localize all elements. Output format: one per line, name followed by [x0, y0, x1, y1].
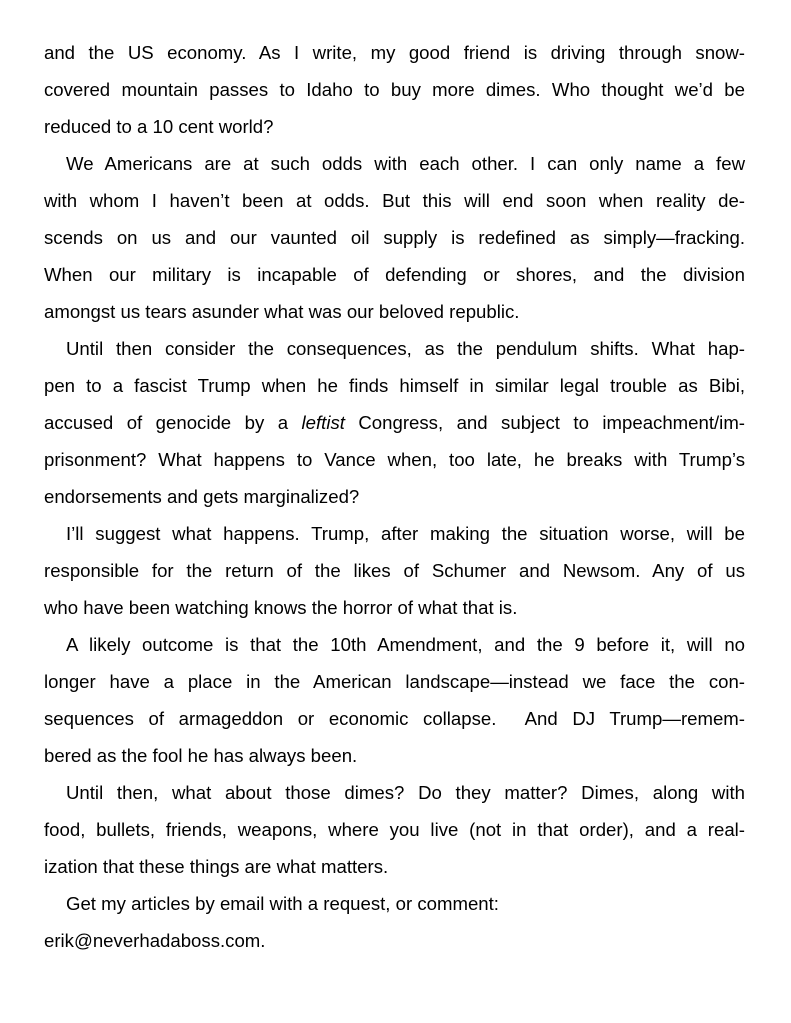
text-line	[44, 404, 745, 441]
text-line	[44, 515, 745, 552]
text-line	[44, 589, 745, 626]
text-segment: I’ll suggest what happens. Trump, after making the situation worse, will be	[66, 523, 745, 544]
text-segment: amongst us tears asunder what was our beloved republic.	[44, 301, 520, 322]
text-line	[44, 256, 745, 293]
text-segment: responsible for the return of the likes of Schumer and Newsom. Any of us	[44, 560, 745, 581]
text-line	[44, 737, 745, 774]
text-segment: with whom I haven’t been at odds. But this will end soon when reality de-	[44, 190, 745, 211]
italic-text: leftist	[301, 412, 345, 433]
text-segment: When our military is incapable of defending or shores, and the division	[44, 264, 745, 285]
text-line	[44, 885, 745, 922]
text-segment: pen to a fascist Trump when he finds himself in similar legal trouble as Bibi,	[44, 375, 745, 396]
text-line	[44, 441, 745, 478]
text-segment: and the US economy. As I write, my good friend is driving through snow-	[44, 42, 745, 63]
text-segment: reduced to a 10 cent world?	[44, 116, 274, 137]
paragraph	[44, 515, 745, 626]
text-line	[44, 774, 745, 811]
text-segment: ization that these things are what matters.	[44, 856, 389, 877]
text-segment: We Americans are at such odds with each other. I can only name a few	[66, 153, 745, 174]
text-line	[44, 108, 745, 145]
text-line	[44, 478, 745, 515]
text-line	[44, 330, 745, 367]
text-line	[44, 367, 745, 404]
paragraph	[44, 774, 745, 885]
paragraph	[44, 145, 745, 330]
text-segment: endorsements and gets marginalized?	[44, 486, 360, 507]
text-line	[44, 848, 745, 885]
text-segment: prisonment? What happens to Vance when, too late, he breaks with Trump’s	[44, 449, 745, 470]
text-line	[44, 293, 745, 330]
paragraph	[44, 885, 745, 959]
text-line	[44, 71, 745, 108]
text-line	[44, 811, 745, 848]
text-line	[44, 145, 745, 182]
text-segment: sequences of armageddon or economic collapse. And DJ Trump—remem-	[44, 708, 745, 729]
text-segment: food, bullets, friends, weapons, where you live (not in that order), and a real-	[44, 819, 745, 840]
text-segment: A likely outcome is that the 10th Amendment, and the 9 before it, will no	[66, 634, 745, 655]
paragraph	[44, 34, 745, 145]
text-segment: scends on us and our vaunted oil supply is redefined as simply—fracking.	[44, 227, 745, 248]
paragraph	[44, 330, 745, 515]
text-segment: Until then, what about those dimes? Do they matter? Dimes, along with	[66, 782, 745, 803]
text-segment: covered mountain passes to Idaho to buy more dimes. Who thought we’d be	[44, 79, 745, 100]
text-segment: accused of genocide by a	[44, 412, 302, 433]
text-segment: erik@neverhadaboss.com.	[44, 930, 266, 951]
text-segment: bered as the fool he has always been.	[44, 745, 358, 766]
text-segment: Congress, and subject to impeachment/im-	[344, 412, 745, 433]
text-line	[44, 552, 745, 589]
text-line	[44, 626, 745, 663]
text-line	[44, 663, 745, 700]
text-line	[44, 700, 745, 737]
text-segment: Until then consider the consequences, as the pendulum shifts. What hap-	[66, 338, 745, 359]
email-address	[44, 922, 745, 959]
text-segment: who have been watching knows the horror of what that is.	[44, 597, 518, 618]
paragraph	[44, 626, 745, 774]
text-line	[44, 219, 745, 256]
text-line	[44, 182, 745, 219]
text-segment: longer have a place in the American landscape—instead we face the con-	[44, 671, 745, 692]
text-line	[44, 34, 745, 71]
text-segment: Get my articles by email with a request, or comment:	[66, 893, 499, 914]
